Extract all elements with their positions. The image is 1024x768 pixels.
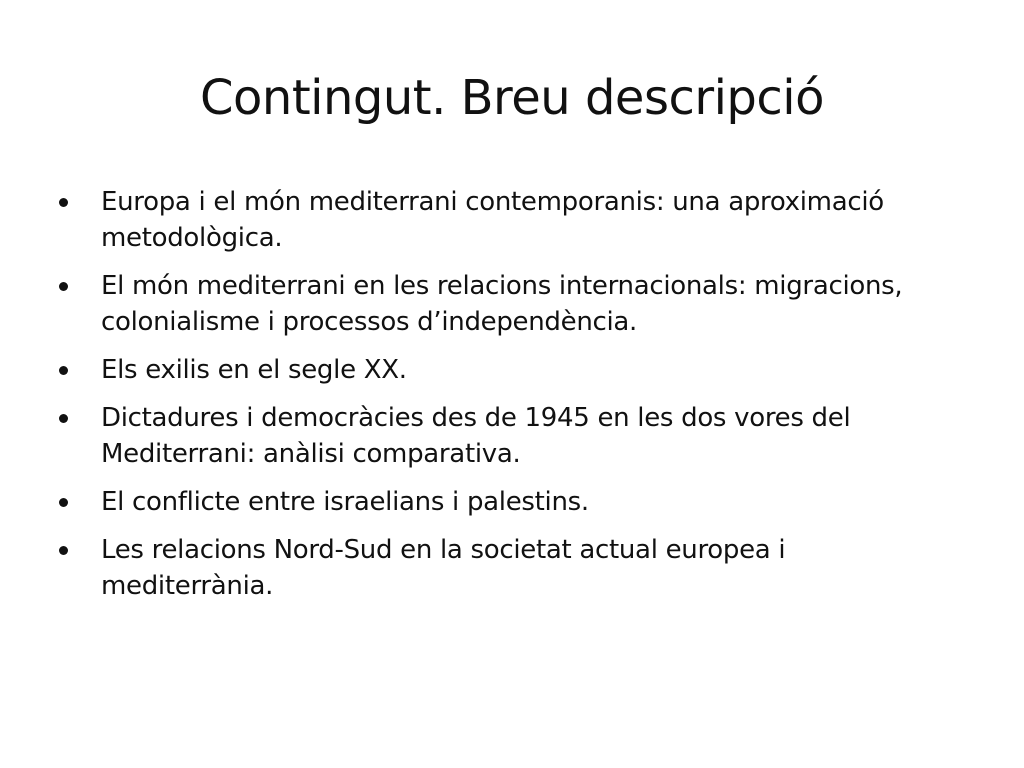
bullet-dot-icon bbox=[59, 198, 68, 207]
bullet-item bbox=[56, 268, 956, 340]
slide-title: Contingut. Breu descripció bbox=[200, 70, 824, 126]
bullet-dot-icon bbox=[59, 414, 68, 423]
bullet-text: Europa i el món mediterrani contemporanis: una aproximació metodològica. bbox=[101, 187, 884, 253]
bullet-text: Els exilis en el segle XX. bbox=[101, 355, 407, 385]
bullet-item bbox=[56, 484, 956, 520]
bullet-list bbox=[56, 184, 956, 616]
bullet-dot-icon bbox=[59, 282, 68, 291]
bullet-item bbox=[56, 400, 956, 472]
bullet-dot-icon bbox=[59, 498, 68, 507]
bullet-text: Les relacions Nord-Sud en la societat actual europea i mediterrània. bbox=[101, 535, 786, 601]
bullet-text: El conflicte entre israelians i palestins. bbox=[101, 487, 589, 517]
bullet-item bbox=[56, 352, 956, 388]
bullet-text: El món mediterrani en les relacions internacionals: migracions, colonialisme i processos d’independència. bbox=[101, 271, 903, 337]
bullet-item bbox=[56, 184, 956, 256]
bullet-item bbox=[56, 532, 956, 604]
bullet-dot-icon bbox=[59, 546, 68, 555]
bullet-text: Dictadures i democràcies des de 1945 en les dos vores del Mediterrani: anàlisi comparativa. bbox=[101, 403, 851, 469]
bullet-dot-icon bbox=[59, 366, 68, 375]
